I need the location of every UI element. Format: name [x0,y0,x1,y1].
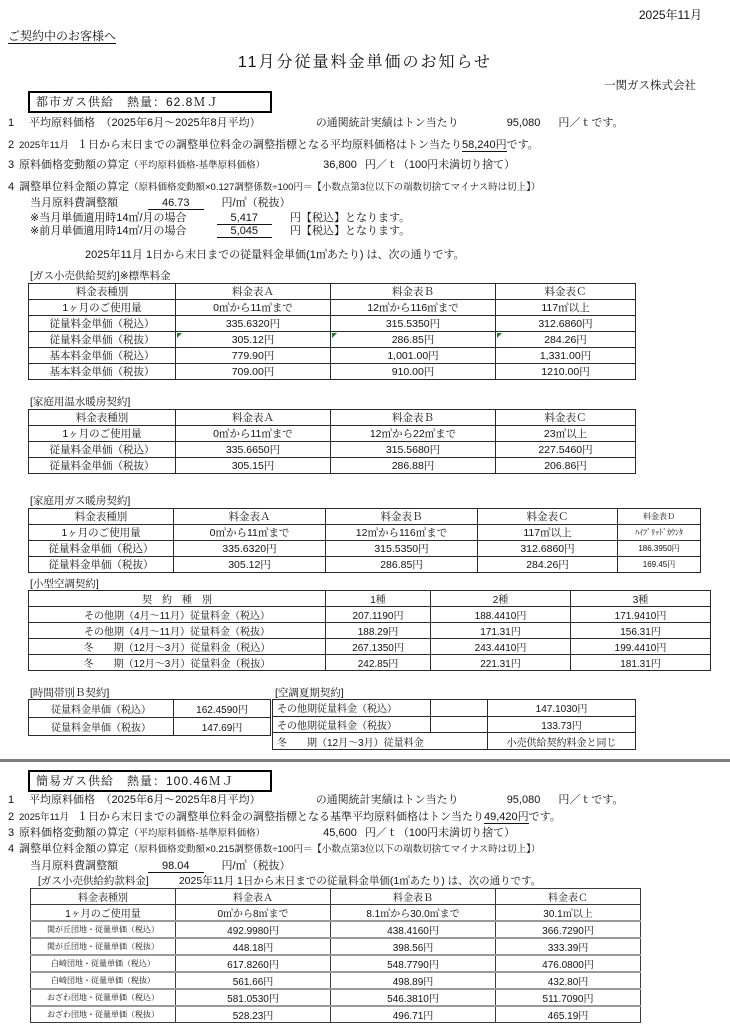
table-row [31,1006,641,1023]
table-cell: 511.7090円 [496,989,641,1006]
table-cell: 312.6860円 [496,316,636,332]
table-row [29,525,701,541]
table-cell: 1ヶ月のご使用量 [29,300,176,316]
city-table-intro: 2025年11月 1日から末日までの従量料金単価(1㎥あたり) は、次の通りです。 [85,249,465,261]
table-cell: 709.00円 [176,364,331,380]
table-row [29,623,711,639]
table-cell: 315.5350円 [326,541,478,557]
item-formula: （原料価格変動額×0.127調整係数÷100円＝【小数点第3位以下の端数切捨てマイナス時は切上】） [129,182,541,193]
table-cell: 312.6860円 [478,541,618,557]
table-cell: 171.9410円 [571,607,711,623]
table-row [31,989,641,1006]
table-cell: 冬 期（12月～3月）従量料金（税抜） [29,655,326,671]
city-item-3 [8,156,515,172]
item-date: 2025年11月 [19,812,69,823]
table-cell: 910.00円 [331,364,496,380]
table-small-air-conditioning [28,590,711,671]
table-row [29,316,636,332]
table-cell: 188.4410円 [431,607,571,623]
table-cell: 162.4590円 [174,700,271,718]
table-cell: 169.45円 [618,557,701,573]
table-cell: 料金表Ｃ [496,889,641,905]
item-unit: 円／ｔです。 [558,117,624,129]
table-row [29,541,701,557]
table-hot-water-heating [28,409,636,474]
table-caption-gas-heating: [家庭用ガス暖房契約] [30,495,131,507]
item-label: 調整単位料金額の算定 [19,181,129,193]
adjustment-unit: 円/㎥（税抜） [221,197,291,209]
item-unit: 円／ｔ（100円未満切り捨て） [364,159,516,171]
table-row [29,348,636,364]
table-cell: 3種 [571,591,711,607]
table-cell: 料金表Ｂ [331,410,496,426]
table-cell: 1ヶ月のご使用量 [29,426,176,442]
table-standard-rates [28,283,636,380]
table-cell: 8.1㎥から30.0㎥まで [331,905,496,922]
table-cell: 286.88円 [331,458,496,474]
table-cell [431,716,488,733]
item-number: 2 [8,139,15,151]
city-adjustment-line [30,194,291,210]
salutation: ご契約中のお客様へ [8,29,117,43]
table-row [29,426,636,442]
adjustment-unit: 円/㎥（税抜） [221,860,291,872]
table-cell: 従量料金単価（税抜） [29,332,176,348]
table-cell: 617.8260円 [176,955,331,972]
table-cell: 白崎団地・従量単価（税込） [31,955,176,972]
table-cell: 料金表種別 [29,410,176,426]
table-cell: 料金表Ａ [176,889,331,905]
table-row [29,639,711,655]
table-caption-retail-supply: [ガス小売供給約款料金] [38,875,149,887]
table-cell: 284.26円 [478,557,618,573]
table-cell: おざわ団地・従量単価（税込） [31,989,176,1006]
item-value: 45,600 [323,827,357,839]
table-row [29,410,636,426]
table-caption-hot-water: [家庭用温水暖房契約] [30,396,131,408]
simple-adjustment-line [30,857,291,873]
table-row [29,364,636,380]
city-item-1 [8,114,623,130]
table-cell: 冬 期（12月～3月）従量料金 [273,733,488,750]
city-note-previous-month [30,222,410,238]
simple-gas-supply-heading: 簡易ガス供給 熱量：100.46ＭＪ [28,770,272,792]
table-caption-time-band-b: [時間帯別Ｂ契約] [30,687,110,699]
table-cell: 305.12円 [176,332,331,348]
table-row [31,955,641,972]
item-text: １日から末日までの調整単位料金の調整指標となる平均原料価格はトン当たり [77,139,462,151]
table-cell: 従量料金単価（税込） [29,700,174,718]
table-cell: 料金表種別 [31,889,176,905]
table-cell: 242.85円 [326,655,431,671]
table-cell: 438.4160円 [331,921,496,938]
table-cell: 1種 [326,591,431,607]
table-cell: 267.1350円 [326,639,431,655]
table-cell: 147.1030円 [488,700,636,717]
table-cell: 料金表Ｂ [331,284,496,300]
table-row [29,591,711,607]
table-gas-heating [28,508,701,573]
item-number: 4 [8,843,15,855]
table-cell: 23㎥以上 [496,426,636,442]
table-cell: 関が丘団地・従量単価（税込） [31,921,176,938]
table-caption-small-ac: [小型空調契約] [30,578,99,590]
table-cell: 156.31円 [571,623,711,639]
table-row [273,700,636,717]
table-cell: 小売供給契約料金と同じ [488,733,636,750]
table-row [29,300,636,316]
city-item-4 [8,178,540,194]
table-row [29,718,271,736]
table-cell: 286.85円 [326,557,478,573]
adjustment-label: 当月原料費調整額 [30,860,118,872]
table-cell: 12㎥から116㎥まで [326,525,478,541]
table-cell: 12㎥から22㎥まで [331,426,496,442]
table-cell: おざわ団地・従量単価（税抜） [31,1006,176,1023]
item-label: 調整単位料金額の算定 [19,843,129,855]
table-cell: 465.19円 [496,1006,641,1023]
table-cell: 1ヶ月のご使用量 [31,905,176,922]
adjustment-value: 98.04 [148,860,204,873]
table-row [273,733,636,750]
item-text: １日から末日までの調整単位料金の調整指標となる基準平均原料価格はトン当たり [77,811,484,823]
item-unit: 円／ｔ（100円未満切り捨て） [364,827,516,839]
table-cell: 料金表Ｂ [326,509,478,525]
item-number: 2 [8,811,15,823]
item-text: の通関統計実績はトン当たり [315,117,459,129]
table-cell: 581.0530円 [176,989,331,1006]
table-cell: 1ヶ月のご使用量 [29,525,174,541]
company-name: 一関ガス株式会社 [604,80,696,92]
table-cell: 284.26円 [496,332,636,348]
table-cell: 561.66円 [176,972,331,989]
table-cell: 1,331.00円 [496,348,636,364]
note-tail: 円【税込】となります。 [290,212,411,224]
item-number: 1 [8,794,15,806]
table-row [29,655,711,671]
item-number: 1 [8,117,15,129]
table-row [29,607,711,623]
table-cell: 料金表種別 [29,284,176,300]
table-cell: 料金表Ａ [174,509,326,525]
table-cell: 契 約 種 別 [29,591,326,607]
item-tail: です。 [506,139,539,151]
table-row [29,284,636,300]
table-cell: ﾊｲﾌﾞﾘｯﾄﾞｶｳﾝﾀ [618,525,701,541]
item-value: 36,800 [323,159,357,171]
table-cell: 1,001.00円 [331,348,496,364]
table-cell: 181.31円 [571,655,711,671]
simple-item-2 [8,808,561,824]
table-cell: 従量料金単価（税込） [29,442,176,458]
table-cell: 料金表Ａ [176,284,331,300]
table-cell: 432.80円 [496,972,641,989]
table-cell: 243.4410円 [431,639,571,655]
item-date: 2025年11月 [19,140,69,151]
item-formula: （原料価格変動額×0.215調整係数÷100円＝【小数点第3位以下の端数切捨てマイナス時は切上】） [129,844,541,855]
table-cell: 従量料金単価（税込） [29,541,174,557]
table-row [31,972,641,989]
table-cell: 基本料金単価（税込） [29,348,176,364]
item-label: 平均原料価格 （2025年6月～2025年8月平均） [29,794,261,806]
note-value: 5,045 [217,225,273,238]
table-cell: 0㎥から11㎥まで [176,300,331,316]
table-time-band-b [28,699,271,736]
table-cell: 関が丘団地・従量単価（税抜） [31,938,176,955]
table-row [31,905,641,922]
table-row [31,889,641,905]
table-cell: その他期従量料金（税抜） [273,716,431,733]
table-row [29,700,271,718]
note-tail: 円【税込】となります。 [290,225,411,237]
table-row [273,716,636,733]
city-gas-supply-heading: 都市ガス供給 熱量：62.8ＭＪ [28,91,272,113]
item-value-underlined: 49,420円 [484,811,529,823]
table-cell: 料金表Ｃ [496,284,636,300]
table-row [29,332,636,348]
table-row [29,509,701,525]
table-cell: 冬 期（12月～3月）従量料金（税込） [29,639,326,655]
table-cell: その他期（4月～11月）従量料金（税込） [29,607,326,623]
table-cell: 117㎥以上 [478,525,618,541]
table-cell: 335.6650円 [176,442,331,458]
table-cell: 335.6320円 [174,541,326,557]
table-cell: 221.31円 [431,655,571,671]
table-cell: 448.18円 [176,938,331,955]
table-cell: 305.12円 [174,557,326,573]
note-label: ※当月単価適用時14㎥/月の場合 [30,212,187,224]
table-cell: 315.5680円 [331,442,496,458]
table-cell: 335.6320円 [176,316,331,332]
table-intro-text: 2025年11月 1日から末日までの従量料金単価(1㎥あたり) は、次の通りです。 [178,875,542,887]
item-unit: 円／ｔです。 [558,794,624,806]
table-cell: 171.31円 [431,623,571,639]
table-cell: 133.73円 [488,716,636,733]
page-title: 11月分従量料金単価のお知らせ [237,54,493,71]
document-date: 2025年11月 [638,8,702,22]
item-tail: です。 [528,811,561,823]
table-cell: その他期（4月～11月）従量料金（税抜） [29,623,326,639]
item-number: 4 [8,181,15,193]
adjustment-value: 46.73 [148,197,204,210]
item-formula: （平均原料価格-基準原料価格） [129,160,266,171]
table-cell: 従量料金単価（税込） [29,316,176,332]
table-cell: 料金表Ｃ [478,509,618,525]
table-row [31,938,641,955]
table-cell: 12㎥から116㎥まで [331,300,496,316]
table-cell: 498.89円 [331,972,496,989]
item-number: 3 [8,159,15,171]
simple-item-3 [8,824,515,840]
table-cell: 305.15円 [176,458,331,474]
table-cell: 188.29円 [326,623,431,639]
table-cell: 料金表Ａ [176,410,331,426]
adjustment-label: 当月原料費調整額 [30,197,118,209]
table-cell: 0㎥から11㎥まで [176,426,331,442]
city-item-2 [8,136,539,152]
table-cell: 0㎥から11㎥まで [174,525,326,541]
table-cell: 2種 [431,591,571,607]
item-formula: （平均原料価格-基準原料価格） [129,828,266,839]
item-value: 95,080 [506,794,541,806]
table-cell: 496.71円 [331,1006,496,1023]
table-cell: 315.5350円 [331,316,496,332]
table-row [29,458,636,474]
table-cell [431,700,488,717]
table-cell: 366.7290円 [496,921,641,938]
table-cell: 147.69円 [174,718,271,736]
simple-table-caption-line [38,873,541,888]
table-cell: 779.90円 [176,348,331,364]
table-cell: 206.86円 [496,458,636,474]
table-ac-summer [272,699,636,750]
table-cell: 227.5460円 [496,442,636,458]
table-cell: 476.0800円 [496,955,641,972]
note-label: ※前月単価適用時14㎥/月の場合 [30,225,187,237]
table-row [31,921,641,938]
table-cell: 398.56円 [331,938,496,955]
table-cell: 286.85円 [331,332,496,348]
table-cell: 料金表Ｂ [331,889,496,905]
table-caption-standard: [ガス小売供給契約]※標準料金 [30,270,171,282]
table-cell: 白崎団地・従量単価（税抜） [31,972,176,989]
table-cell: 117㎥以上 [496,300,636,316]
table-cell: 料金表種別 [29,509,174,525]
item-text: の通関統計実績はトン当たり [315,794,459,806]
table-cell: 548.7790円 [331,955,496,972]
table-cell: 基本料金単価（税抜） [29,364,176,380]
table-cell: その他期従量料金（税込） [273,700,431,717]
table-caption-ac-summer: [空調夏期契約] [275,687,344,699]
table-cell: 492.9980円 [176,921,331,938]
table-cell: 1210.00円 [496,364,636,380]
table-row [29,442,636,458]
item-value-underlined: 58,240円 [462,139,507,151]
table-cell: 従量料金単価（税抜） [29,557,174,573]
table-retail-supply-rates [30,888,641,1023]
table-cell: 従量料金単価（税抜） [29,718,174,736]
section-divider [0,759,730,762]
table-cell: 0㎥から8㎥まで [176,905,331,922]
table-cell: 料金表Ｃ [496,410,636,426]
note-value: 5,417 [217,212,273,225]
table-cell: 186.3950円 [618,541,701,557]
simple-item-4 [8,840,540,856]
table-cell: 528.23円 [176,1006,331,1023]
table-cell: 30.1㎥以上 [496,905,641,922]
item-label: 原料価格変動額の算定 [19,159,129,171]
item-label: 平均原料価格 （2025年6月～2025年8月平均） [29,117,261,129]
table-cell: 199.4410円 [571,639,711,655]
item-number: 3 [8,827,15,839]
item-value: 95,080 [506,117,541,129]
table-cell: 従量料金単価（税抜） [29,458,176,474]
table-cell: 207.1190円 [326,607,431,623]
simple-item-1 [8,791,623,807]
table-row [29,557,701,573]
table-cell: 料金表Ｄ [618,509,701,525]
item-label: 原料価格変動額の算定 [19,827,129,839]
table-cell: 333.39円 [496,938,641,955]
table-cell: 546.3810円 [331,989,496,1006]
